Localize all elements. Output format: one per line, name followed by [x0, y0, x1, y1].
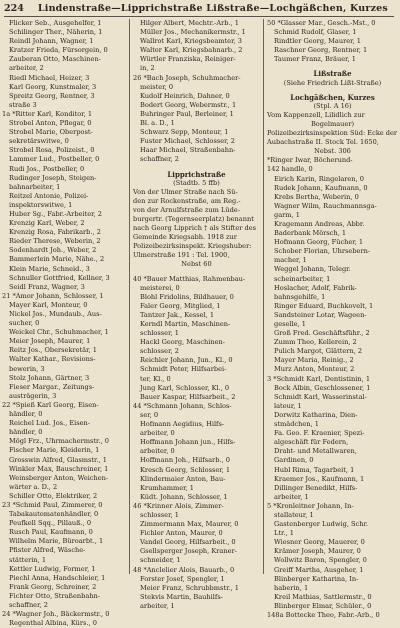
directory-line: Reichler Johann, Jun., Kl., 0 — [140, 356, 233, 365]
directory-line: Polizeibezirksinspekt. Kriegshuber: — [133, 242, 252, 251]
directory-line: Hilger Albert, Mechtr.-Arb., 1 — [140, 19, 239, 27]
directory-line: Meier Franz, Schrubbmstr., 1 — [140, 583, 239, 592]
column-divider — [129, 19, 130, 574]
directory-line: Schober Florian, Uhrsebern- — [274, 247, 371, 256]
directory-line: Aubachstraße II. Stock Tel. 1650, — [267, 138, 379, 147]
directory-line: 5 *Kronleitner Johann, In- — [267, 501, 354, 510]
directory-line: Weinsberger Anton, Weichen- — [9, 473, 109, 482]
directory-line: Pulich Margot, Glättern, 2 — [274, 347, 363, 356]
directory-line: wärter a. D., 2 — [9, 482, 58, 491]
directory-line: Vom Kappenzell, Lilidlich zur — [267, 110, 365, 119]
directory-line: 50 *Glasser Mar., Gesch.-Mst., 0 — [267, 19, 376, 27]
directory-line: in, 2 — [140, 64, 155, 73]
directory-line: Forster Josef, Spengler, 1 — [140, 574, 225, 583]
directory-line: Regenthal Albina, Kürs., 0 — [9, 619, 97, 628]
directory-line: Nebst. 306 — [314, 147, 351, 156]
directory-line: bahnsgehilfe, 1 — [274, 292, 326, 301]
directory-line: burgertr. (Tegernseerplatz) benannt — [133, 214, 254, 223]
directory-line: Draht- und Metallwaren, — [274, 447, 357, 456]
directory-line: Faler Georg, Mitglied, 1 — [140, 301, 221, 310]
directory-line: Zumm Theo, Kellerein, 2 — [274, 338, 357, 347]
directory-line: Schmid Rudolf, Glaser, 1 — [274, 28, 357, 37]
directory-line: Wollwitz Baron, Spengler, 0 — [274, 556, 367, 565]
directory-line: schlosser, 1 — [140, 329, 179, 338]
directory-line: Kresch Georg, Schlosser, 1 — [140, 465, 231, 474]
directory-line: Krumhammer, 1 — [140, 483, 194, 492]
directory-line: haberin, 1 — [274, 583, 309, 592]
directory-line: Groß Fred. Geschäftsführ., 2 — [274, 329, 370, 338]
directory-line: straße 3 — [9, 100, 37, 109]
directory-line: arbeiter, 2 — [9, 64, 44, 73]
directory-line: arbeiter, 1 — [140, 601, 175, 610]
street-heading: Lißstraße — [313, 69, 352, 79]
directory-line: Bogelmauer) — [310, 119, 355, 128]
directory-line: schneider, 1 — [140, 556, 181, 565]
directory-line: händler, 0 — [9, 428, 43, 437]
directory-line: Schwarz Sepp, Monteur, 1 — [140, 128, 229, 137]
directory-line: scheinarbeiter, 1 — [274, 274, 331, 283]
directory-line: lateur, 1 — [274, 401, 302, 410]
directory-line: Kerndl Martin, Maschinen- — [140, 320, 231, 328]
directory-line: Hubl Rima, Tagarbeit, 1 — [274, 465, 355, 474]
directory-line: *Ringer Iwar, Böcherund- — [267, 156, 353, 165]
directory-line: Bammerlein Marie, Nähe., 2 — [9, 255, 105, 264]
directory-line: Reichel Lud. Jos., Eisen- — [9, 419, 91, 428]
directory-line: Wallrot Karl, Kriegsbeamter, 3 — [140, 37, 242, 46]
directory-line: bahnarbeiter, 1 — [9, 182, 61, 191]
directory-line: Blinberger Elmar, Schüler., 0 — [274, 601, 372, 610]
directory-line: Hoffmann Joh., Hilfsarb., 0 — [140, 456, 230, 465]
directory-line: 21 *Amor Johann, Schlosser, 1 — [2, 291, 104, 300]
directory-line: Kratzer Frieda, Fürsorgein, 0 — [9, 46, 108, 55]
directory-line: Hoffmann Johann jun., Hilfs- — [140, 438, 236, 447]
directory-line: Vandel Georg, Hilfsarbeit., 0 — [140, 538, 236, 547]
directory-line: Von der Ulmer Straße nach Sü- — [133, 187, 238, 196]
directory-line: 48 *Anclelier Alois, Bauarb., 0 — [133, 565, 235, 574]
directory-line: Stolz Johann, Gärtner, 3 — [9, 373, 90, 382]
directory-line: Grosswin Alfred, Glasmstr., 1 — [9, 455, 107, 464]
directory-line: Strobel Anton, Pflegar, 0 — [9, 119, 92, 128]
directory-line: arbeiter, 1 — [274, 492, 309, 501]
street-heading: Lipprichstraße — [167, 169, 226, 179]
directory-line: garm, 1 — [274, 210, 300, 219]
directory-line: Gemeinde Kriegsabh. 1918 zur — [133, 233, 237, 242]
directory-line: Bauer Kaspar, Hilfsarbeit., 2 — [140, 392, 236, 401]
directory-line: Tantzer Jak., Kessel, 1 — [140, 310, 215, 319]
directory-line: Bodert Georg, Webermstr., 1 — [140, 100, 237, 109]
directory-line: Schilinger Ther., Näherin, 1 — [9, 28, 103, 37]
directory-line: stmädchen, 1 — [274, 420, 319, 429]
directory-line: Tabakautomatenhändler, 0 — [9, 510, 99, 519]
directory-line: Blinberger Katharina, In- — [274, 574, 359, 583]
directory-line: Schiller Otto, Elektriker, 2 — [9, 491, 98, 500]
directory-line: Schmidt Karl, Wasserinstal- — [274, 392, 367, 401]
directory-line: Hofmann Georg, Fücher, 1 — [274, 238, 364, 247]
directory-line: 46 *Krinner Alois, Zimmer- — [133, 501, 224, 510]
column-right — [267, 19, 398, 619]
directory-line: Ltr., 1 — [274, 529, 294, 538]
directory-line: Pfister Alfred, Wäsche- — [9, 546, 86, 555]
directory-line: sekretärswitwe, 0 — [9, 137, 69, 146]
directory-line: Walter Karl, Kriegsbahnarb., 2 — [140, 46, 243, 55]
directory-line: Fieser Margar., Zeitungs- — [9, 382, 95, 391]
running-title: Lindenstraße—Lipprichstraße Lißstraße—Lochgäßchen, Kurzes — [37, 3, 388, 14]
directory-line: 1a *Ritter Karl, Konditor, 1 — [2, 109, 93, 118]
directory-line: schlosser, 2 — [140, 347, 179, 356]
directory-line: 22 *Spieß Karl Georg, Eisen- — [2, 400, 99, 409]
directory-line: (Siehe Friedrich Lißt-Straße) — [283, 78, 382, 87]
directory-line: Hoslacher, Adolf, Fabrik- — [274, 283, 357, 292]
street-heading: Lochgäßchen, Kurzes — [290, 92, 375, 102]
directory-line: Blohl Fridolins, Bildhauer, 0 — [140, 292, 234, 301]
directory-line: von der Arnulfstraße zum Lüde- — [133, 205, 240, 214]
directory-line: Mayer Karl, Monteur, 0 — [9, 300, 88, 309]
directory-line: arbeiter, 0 — [140, 447, 175, 456]
directory-line: Rudek Johann, Kaufmann, 0 — [274, 183, 368, 192]
directory-line: Müller Jos., Mechanikermstr., 1 — [140, 28, 246, 37]
directory-line: Krebs Bertha, Weberin, 0 — [274, 192, 359, 201]
directory-line: Kudolf Heinrich, Dahner, 0 — [140, 91, 230, 100]
directory-line: sucher, 0 — [9, 319, 40, 328]
directory-line: Mögl Frz., Uhrmachermstr., 0 — [9, 437, 109, 446]
directory-line: 26 *Bach Joseph, Schuhmacher- — [133, 73, 241, 82]
directory-line: (Stadtb. 5 ffb) — [173, 178, 220, 187]
directory-line: Seidl Franz, Wagner, 3 — [9, 282, 85, 291]
directory-line: Kragemann Andreas, Abbr. — [274, 219, 365, 228]
directory-line: Nickel Jos., Mundaub., Aus- — [9, 310, 102, 318]
column-divider — [263, 19, 264, 574]
directory-line: ter, Kl., 0 — [140, 374, 171, 383]
directory-line: Klindermaier Anton, Bau- — [140, 474, 226, 483]
directory-line: Jung Karl, Schlosser, Kl., 0 — [140, 383, 230, 392]
directory-line: Fa. Geo. F. Kraenier, Spezi- — [274, 429, 365, 438]
directory-line: Küdt. Johann, Schlosser, 1 — [140, 492, 228, 501]
directory-line: Dorwitz Katharina, Dien- — [274, 410, 358, 419]
directory-line: Reitzel Antonie, Polizei- — [9, 191, 89, 200]
directory-line: Strobel Rosa, Polizeist., 0 — [9, 146, 95, 155]
directory-line: Wiesner Georg, Mauerer, 0 — [274, 538, 365, 547]
column-left — [2, 19, 125, 628]
directory-line: Stekvis Martin, Bauhilfs- — [140, 592, 223, 601]
directory-line: Murz Anton, Monteur, 2 — [274, 365, 355, 374]
directory-line: Haar Michael, Straßenbahn- — [140, 146, 236, 155]
directory-line: bewerin, 3 — [9, 364, 45, 373]
directory-line: Fichter Otto, Straßenbahn- — [9, 591, 100, 600]
directory-line: Raschner Georg, Rentner, 1 — [274, 46, 368, 55]
directory-line: algeschäft für Federn, — [274, 438, 349, 447]
directory-line: stätterin, 1 — [9, 555, 47, 564]
directory-line: Würtler Franziska, Reiniger- — [140, 55, 236, 64]
directory-line: Baderbank Mörsch, 1 — [274, 229, 347, 238]
directory-line: Hackl Georg, Maschinen- — [140, 338, 226, 347]
directory-line: 142 handle, 0 — [267, 165, 313, 174]
directory-line: Kreil Mathias, Sattlermstr., 0 — [274, 592, 372, 601]
directory-line: Nebst 60 — [181, 260, 212, 269]
directory-line: Karl Georg, Kunstmaler, 3 — [9, 82, 97, 91]
directory-line: Ulmerstraße 191 : Tel. 1900, — [133, 251, 230, 260]
directory-line: 24 *Wagner Joh., Bäckermstr., 0 — [2, 610, 110, 619]
directory-line: Wilhelm Marie, Büroarbt., 1 — [9, 537, 104, 546]
directory-line: Huber Sg., Fabr.-Arbeiter, 2 — [9, 209, 102, 218]
column-middle — [133, 19, 260, 610]
directory-line: Krämer Joseph, Maurer, 0 — [274, 547, 361, 556]
directory-line: Weggel Johann, Telegr. — [274, 265, 351, 274]
directory-line: Schnuller Gottfried, Kellner, 3 — [9, 273, 110, 282]
directory-line: Frank Georg, Schreiner, 2 — [9, 582, 97, 591]
directory-line: Gastenberger Ludwig, Schr. — [274, 520, 369, 529]
directory-line: meisterei, 0 — [140, 283, 180, 292]
directory-line: Peufkell Sqq., Pillauß., 0 — [9, 519, 92, 528]
directory-line: Kettler Ludwig, Former, 1 — [9, 564, 96, 573]
directory-line: geselle, 1 — [274, 320, 306, 328]
directory-line: 40 *Bauer Matthias, Rahmenbau- — [133, 274, 246, 283]
directory-line: Wagner Wilm, Rauchmannsga- — [274, 201, 377, 210]
directory-line: Gsellsperger Joseph, Kraner- — [140, 547, 237, 556]
directory-line: Spreitz Georg, Rentner, 3 — [9, 91, 95, 100]
directory-line: 148a Bottecke Theo, Fabr.-Arb., 0 — [267, 611, 380, 619]
directory-line: Rusch Paul, Kaufmann, 0 — [9, 528, 93, 537]
directory-line: Ringer Eduard, Buchkovelt, 1 — [274, 301, 374, 310]
directory-line: Flicker Seb., Ausgehelfer, 1 — [9, 19, 102, 27]
directory-line: (Stpl. A 16) — [313, 101, 352, 110]
directory-line: Sandsteiner Lotar, Wageen- — [274, 310, 367, 319]
directory-line: Rudinger Joseph, Steigen- — [9, 173, 97, 182]
directory-line: Riedl Michael, Heizer, 3 — [9, 73, 90, 82]
directory-line: 44 *Schmann Johann, Schlos- — [133, 401, 232, 410]
directory-line: Greiff Martha, Ausgeher, 1 — [274, 565, 364, 574]
directory-line: Rudi Jos., Postbeller, 0 — [9, 164, 85, 173]
directory-line: Krenzig Rosa, Fabrikarb., 2 — [9, 228, 101, 237]
directory-line: arbeiter, 0 — [140, 429, 175, 438]
directory-line: Bock Albin, Geschlossener, 1 — [274, 383, 371, 392]
directory-line: schaffner, 2 — [9, 601, 48, 609]
directory-line: 23 *Schmid Paul, Zimmerer, 0 — [2, 500, 103, 509]
directory-line: Fichler Anton, Maurer, 0 — [140, 529, 223, 538]
directory-line: Meier Joseph, Maurer, 1 — [9, 337, 91, 346]
directory-line: händler, 0 — [9, 410, 43, 419]
directory-line: Weickel Chr., Schuhmacher, 1 — [9, 328, 109, 337]
directory-line: Gardinen, 0 — [274, 456, 314, 465]
directory-line: schaffner, 2 — [140, 155, 179, 164]
directory-line: inspektorswitwe, 1 — [9, 200, 73, 209]
directory-line: Zimmermann Max, Maurer, 0 — [140, 520, 239, 529]
directory-line: Klein Marie, Schneid., 3 — [9, 264, 90, 273]
directory-line: Fischer Marie, Kleiderin, 1 — [9, 446, 100, 455]
directory-line: macher, 1 — [274, 256, 307, 265]
directory-line: Polizeibezirksinspektion Süd: Ecke der — [267, 129, 398, 138]
directory-line: den zur Rockenstraße, am Reg.- — [133, 196, 241, 205]
directory-line: Piechl Anna, Handschleier, 1 — [9, 573, 106, 582]
directory-line: schlosser, 1 — [140, 510, 179, 519]
directory-line: Lammer Lud., Postbeller, 0 — [9, 155, 100, 164]
page-header — [4, 2, 394, 17]
directory-line: ser, 0 — [140, 410, 159, 419]
directory-line: Sodenhardt Joh., Weber, 2 — [9, 246, 97, 255]
directory-line: Fuster Michael, Schlosser, 2 — [140, 137, 235, 146]
directory-line: meister, 0 — [140, 82, 174, 91]
directory-line: Hofmann Aegidius, Hilfs- — [140, 420, 225, 429]
directory-line: Mayer Maria, Reinig., 2 — [274, 356, 354, 365]
directory-line: Schmidt Peter, Hilfsarbei- — [140, 365, 227, 374]
directory-line: Zauberan Otto, Maschinen- — [9, 55, 101, 64]
directory-line: 3 *Schmidt Karl, Dentistinin, 1 — [267, 374, 371, 383]
directory-line: Strobel Marie, Oberpost- — [9, 128, 93, 137]
directory-line: Eirich Karin, Ringelaren, 0 — [274, 174, 364, 183]
directory-line: Kraemer Jos., Kaufmann, 1 — [274, 474, 365, 483]
directory-line: Reindl Johann, Wagner, 1 — [9, 37, 94, 46]
directory-line: Taumer Franz, Bräuer, 1 — [274, 55, 356, 64]
directory-line: Walter Kathar., Revisions- — [9, 355, 96, 364]
directory-line: Reitz Jos., Obersekretär, 1 — [9, 346, 97, 355]
directory-line: Winkler Max, Bauschreiner, 1 — [9, 464, 109, 473]
directory-line: Rieder Therese, Weberin, 2 — [9, 237, 101, 246]
directory-line: nach Georg Lipprich † als Stifter des — [133, 224, 256, 233]
directory-line: Dillinger Benedikt, Hilfs- — [274, 483, 358, 492]
directory-line: Buhringer Paul, Berleiner, 1 — [140, 109, 234, 118]
directory-line: Rindtler Georg, Maurer, 1 — [274, 37, 361, 46]
directory-line: austrägerin, 3 — [9, 391, 57, 400]
page-number: 224 — [4, 3, 24, 14]
directory-line: stallateur, 1 — [274, 510, 314, 519]
directory-line: Krenzig Karl, Weber, 2 — [9, 219, 85, 228]
directory-line: Bl. a. D., 1 — [140, 119, 175, 128]
